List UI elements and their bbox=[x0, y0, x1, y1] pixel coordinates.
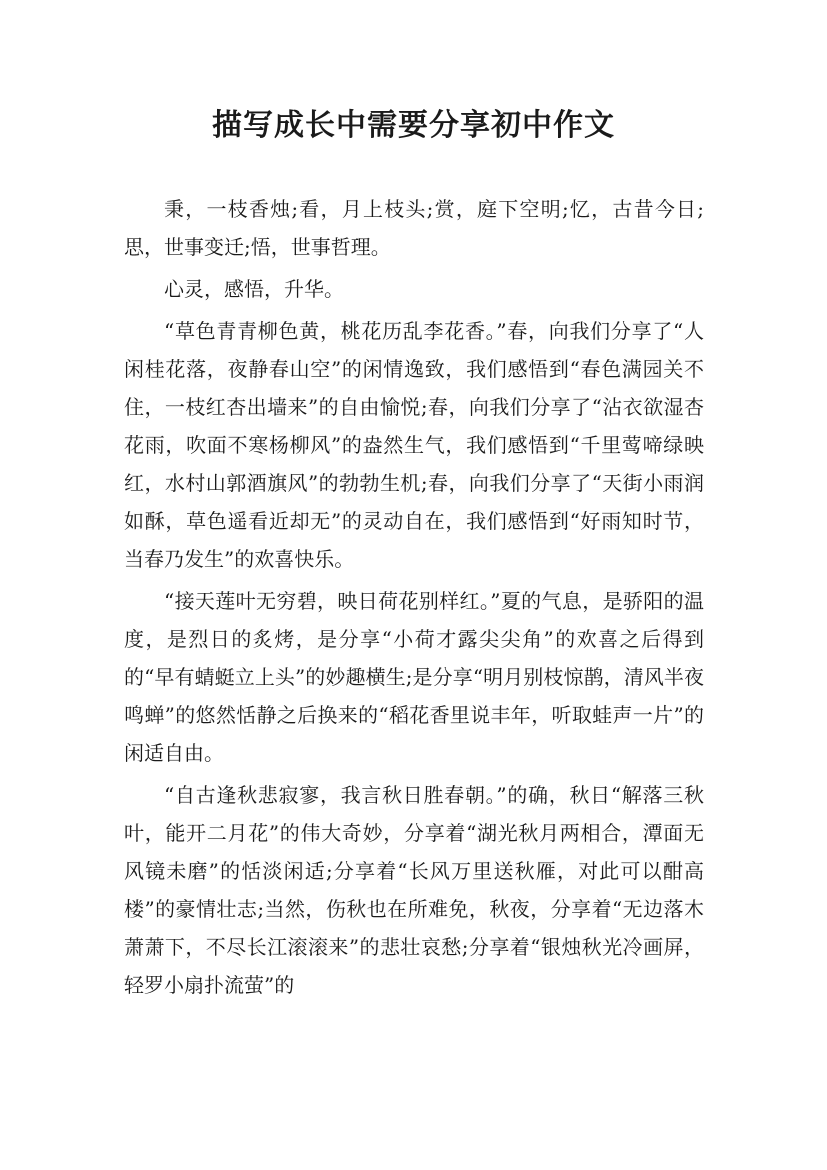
document-title: 描写成长中需要分享初中作文 bbox=[212, 108, 615, 143]
paragraph-4: “接天莲叶无穷碧，映日荷花别样红。”夏的气息，是骄阳的温度，是烈日的炙烤，是分享“小荷才露尖尖角”的欢喜之后得到的“早有蜻蜓立上头”的妙趣横生;是分享“明月别枝惊鹊，清风半夜鸣蝉”的悠然恬静之后换来的“稻花香里说丰年，听取蛙声一片”的闲适自由。 bbox=[124, 589, 704, 765]
document-body bbox=[124, 190, 704, 1008]
paragraph-2: 心灵，感悟，升华。 bbox=[164, 277, 344, 301]
paragraph-3: “草色青青柳色黄，桃花历乱李花香。”春，向我们分享了“人闲桂花落，夜静春山空”的闲情逸致，我们感悟到“春色满园关不住，一枝红杏出墙来”的自由愉悦;春，向我们分享了“沾衣欲湿杏花雨，吹面不寒杨柳风”的盎然生气，我们感悟到“千里莺啼绿映红，水村山郭酒旗风”的勃勃生机;春，向我们分享了“天街小雨润如酥，草色遥看近却无”的灵动自在，我们感悟到“好雨知时节，当春乃发生”的欢喜快乐。 bbox=[124, 319, 704, 571]
paragraph-5: “自古逢秋悲寂寥，我言秋日胜春朝。”的确，秋日“解落三秋叶，能开二月花”的伟大奇妙，分享着“湖光秋月两相合，潭面无风镜未磨”的恬淡闲适;分享着“长风万里送秋雁，对此可以酣高楼”的豪情壮志;当然，伤秋也在所难免，秋夜，分享着“无边落木萧萧下，不尽长江滚滚来”的悲壮哀愁;分享着“银烛秋光冷画屏，轻罗小扇扑流萤”的 bbox=[124, 783, 704, 997]
paragraph-1: 秉，一枝香烛;看，月上枝头;赏，庭下空明;忆，古昔今日;思，世事变迁;悟，世事哲理。 bbox=[124, 197, 704, 259]
